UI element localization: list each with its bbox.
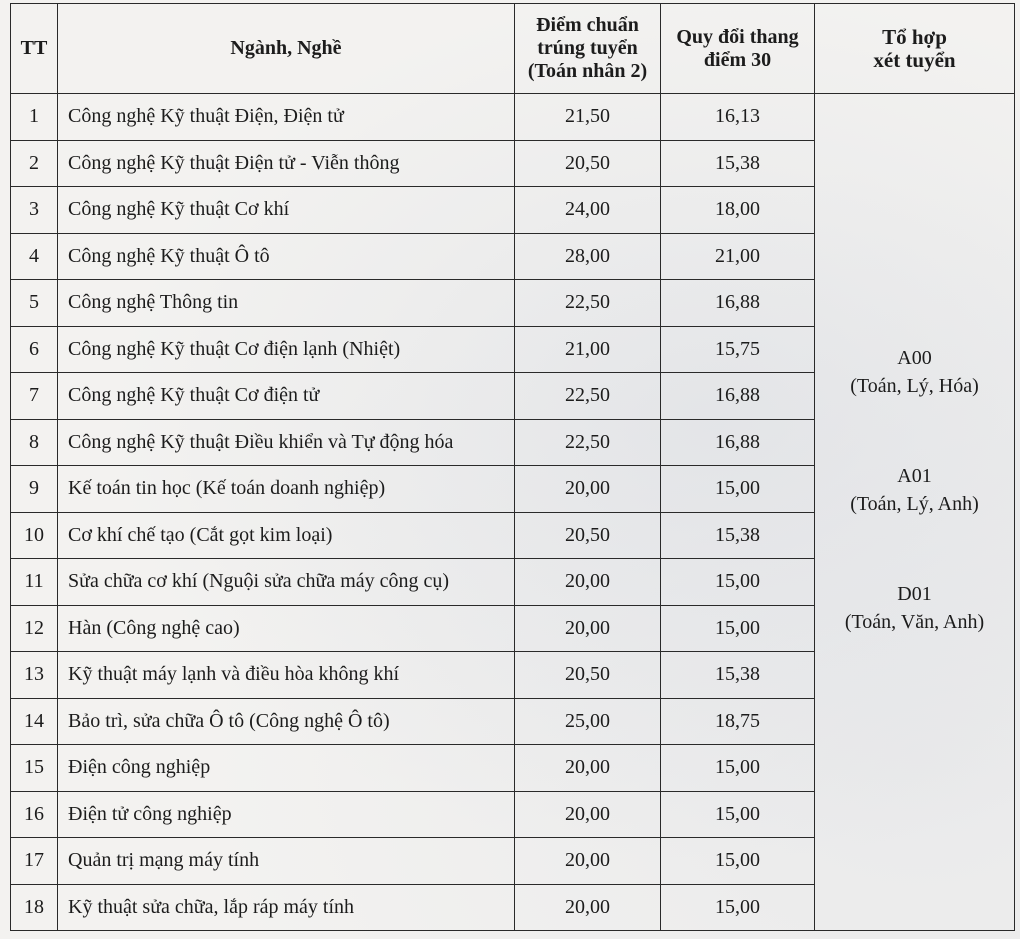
- row-major-name: Công nghệ Kỹ thuật Điều khiển và Tự động hóa: [58, 419, 515, 466]
- combo-subjects: (Toán, Văn, Anh): [844, 611, 985, 633]
- row-number: 11: [11, 559, 58, 606]
- header-converted-line-2: điểm 30: [703, 48, 772, 71]
- combo-group: [815, 462, 1014, 518]
- row-major-name: Kế toán tin học (Kế toán doanh nghiệp): [58, 466, 515, 513]
- row-major-name: Công nghệ Kỹ thuật Ô tô: [58, 233, 515, 280]
- row-major-name: Công nghệ Kỹ thuật Điện tử - Viễn thông: [58, 140, 515, 187]
- row-converted-score: 16,88: [661, 373, 815, 420]
- row-number: 13: [11, 652, 58, 699]
- row-cutoff-score: 28,00: [515, 233, 661, 280]
- header-cutoff-line-1: Điểm chuẩn: [536, 14, 639, 36]
- table-header-row: [11, 4, 1015, 94]
- row-major-name: Sửa chữa cơ khí (Nguội sửa chữa máy công cụ): [58, 559, 515, 606]
- row-major-name: Bảo trì, sửa chữa Ô tô (Công nghệ Ô tô): [58, 698, 515, 745]
- row-converted-score: 15,00: [661, 559, 815, 606]
- row-cutoff-score: 24,00: [515, 187, 661, 234]
- row-major-name: Công nghệ Kỹ thuật Cơ điện lạnh (Nhiệt): [58, 326, 515, 373]
- row-major-name: Công nghệ Kỹ thuật Điện, Điện tử: [58, 94, 515, 141]
- row-number: 3: [11, 187, 58, 234]
- row-cutoff-score: 20,50: [515, 652, 661, 699]
- row-cutoff-score: 20,50: [515, 512, 661, 559]
- row-cutoff-score: 20,00: [515, 466, 661, 513]
- row-cutoff-score: 21,50: [515, 94, 661, 141]
- header-major: Ngành, Nghề: [58, 4, 515, 94]
- row-cutoff-score: 20,00: [515, 791, 661, 838]
- combo-subjects: (Toán, Lý, Anh): [850, 493, 979, 515]
- header-converted-line-1: Quy đổi thang: [676, 25, 799, 48]
- row-converted-score: 21,00: [661, 233, 815, 280]
- header-combo-line-2: xét tuyển: [873, 47, 956, 72]
- table-body: [11, 94, 1015, 931]
- row-number: 12: [11, 605, 58, 652]
- admission-score-table: [10, 3, 1015, 931]
- row-converted-score: 15,00: [661, 791, 815, 838]
- row-cutoff-score: 20,50: [515, 140, 661, 187]
- header-cutoff-line-2: trúng tuyển: [537, 37, 638, 59]
- combo-list: [815, 344, 1014, 698]
- combo-group: [815, 344, 1014, 400]
- combo-code: A00: [897, 347, 932, 369]
- row-cutoff-score: 22,50: [515, 419, 661, 466]
- row-converted-score: 15,38: [661, 140, 815, 187]
- row-number: 16: [11, 791, 58, 838]
- combo-subjects: (Toán, Lý, Hóa): [850, 375, 979, 397]
- row-major-name: Cơ khí chế tạo (Cắt gọt kim loại): [58, 512, 515, 559]
- row-number: 8: [11, 419, 58, 466]
- row-converted-score: 18,75: [661, 698, 815, 745]
- table-row: [11, 94, 1015, 141]
- header-converted-score: [661, 4, 815, 94]
- row-number: 4: [11, 233, 58, 280]
- row-cutoff-score: 20,00: [515, 884, 661, 931]
- combo-code: D01: [897, 583, 932, 605]
- row-cutoff-score: 20,00: [515, 605, 661, 652]
- row-major-name: Hàn (Công nghệ cao): [58, 605, 515, 652]
- row-number: 17: [11, 838, 58, 885]
- row-converted-score: 16,88: [661, 419, 815, 466]
- row-converted-score: 18,00: [661, 187, 815, 234]
- row-cutoff-score: 25,00: [515, 698, 661, 745]
- row-number: 14: [11, 698, 58, 745]
- row-major-name: Công nghệ Thông tin: [58, 280, 515, 327]
- row-major-name: Quản trị mạng máy tính: [58, 838, 515, 885]
- row-cutoff-score: 22,50: [515, 373, 661, 420]
- row-cutoff-score: 20,00: [515, 559, 661, 606]
- row-major-name: Điện tử công nghiệp: [58, 791, 515, 838]
- header-subject-combination: [815, 4, 1015, 94]
- row-major-name: Công nghệ Kỹ thuật Cơ điện tử: [58, 373, 515, 420]
- row-converted-score: 15,00: [661, 745, 815, 792]
- row-number: 6: [11, 326, 58, 373]
- row-number: 9: [11, 466, 58, 513]
- row-converted-score: 15,00: [661, 884, 815, 931]
- row-number: 5: [11, 280, 58, 327]
- combo-code: A01: [897, 465, 932, 487]
- row-major-name: Kỹ thuật máy lạnh và điều hòa không khí: [58, 652, 515, 699]
- row-converted-score: 16,13: [661, 94, 815, 141]
- row-converted-score: 15,00: [661, 605, 815, 652]
- subject-combination-cell: [815, 94, 1015, 931]
- row-number: 2: [11, 140, 58, 187]
- row-converted-score: 15,38: [661, 512, 815, 559]
- row-converted-score: 15,75: [661, 326, 815, 373]
- combo-group: [815, 580, 1014, 636]
- row-number: 7: [11, 373, 58, 420]
- row-major-name: Công nghệ Kỹ thuật Cơ khí: [58, 187, 515, 234]
- row-cutoff-score: 20,00: [515, 745, 661, 792]
- row-converted-score: 16,88: [661, 280, 815, 327]
- row-number: 15: [11, 745, 58, 792]
- row-converted-score: 15,38: [661, 652, 815, 699]
- row-converted-score: 15,00: [661, 838, 815, 885]
- header-tt: TT: [11, 4, 58, 94]
- row-cutoff-score: 22,50: [515, 280, 661, 327]
- row-cutoff-score: 21,00: [515, 326, 661, 373]
- header-cutoff-line-3: (Toán nhân 2): [527, 60, 648, 82]
- row-number: 18: [11, 884, 58, 931]
- header-cutoff-score: [515, 4, 661, 94]
- row-number: 1: [11, 94, 58, 141]
- row-number: 10: [11, 512, 58, 559]
- header-combo-line-1: Tổ hợp: [882, 24, 947, 49]
- row-cutoff-score: 20,00: [515, 838, 661, 885]
- row-converted-score: 15,00: [661, 466, 815, 513]
- row-major-name: Điện công nghiệp: [58, 745, 515, 792]
- row-major-name: Kỹ thuật sửa chữa, lắp ráp máy tính: [58, 884, 515, 931]
